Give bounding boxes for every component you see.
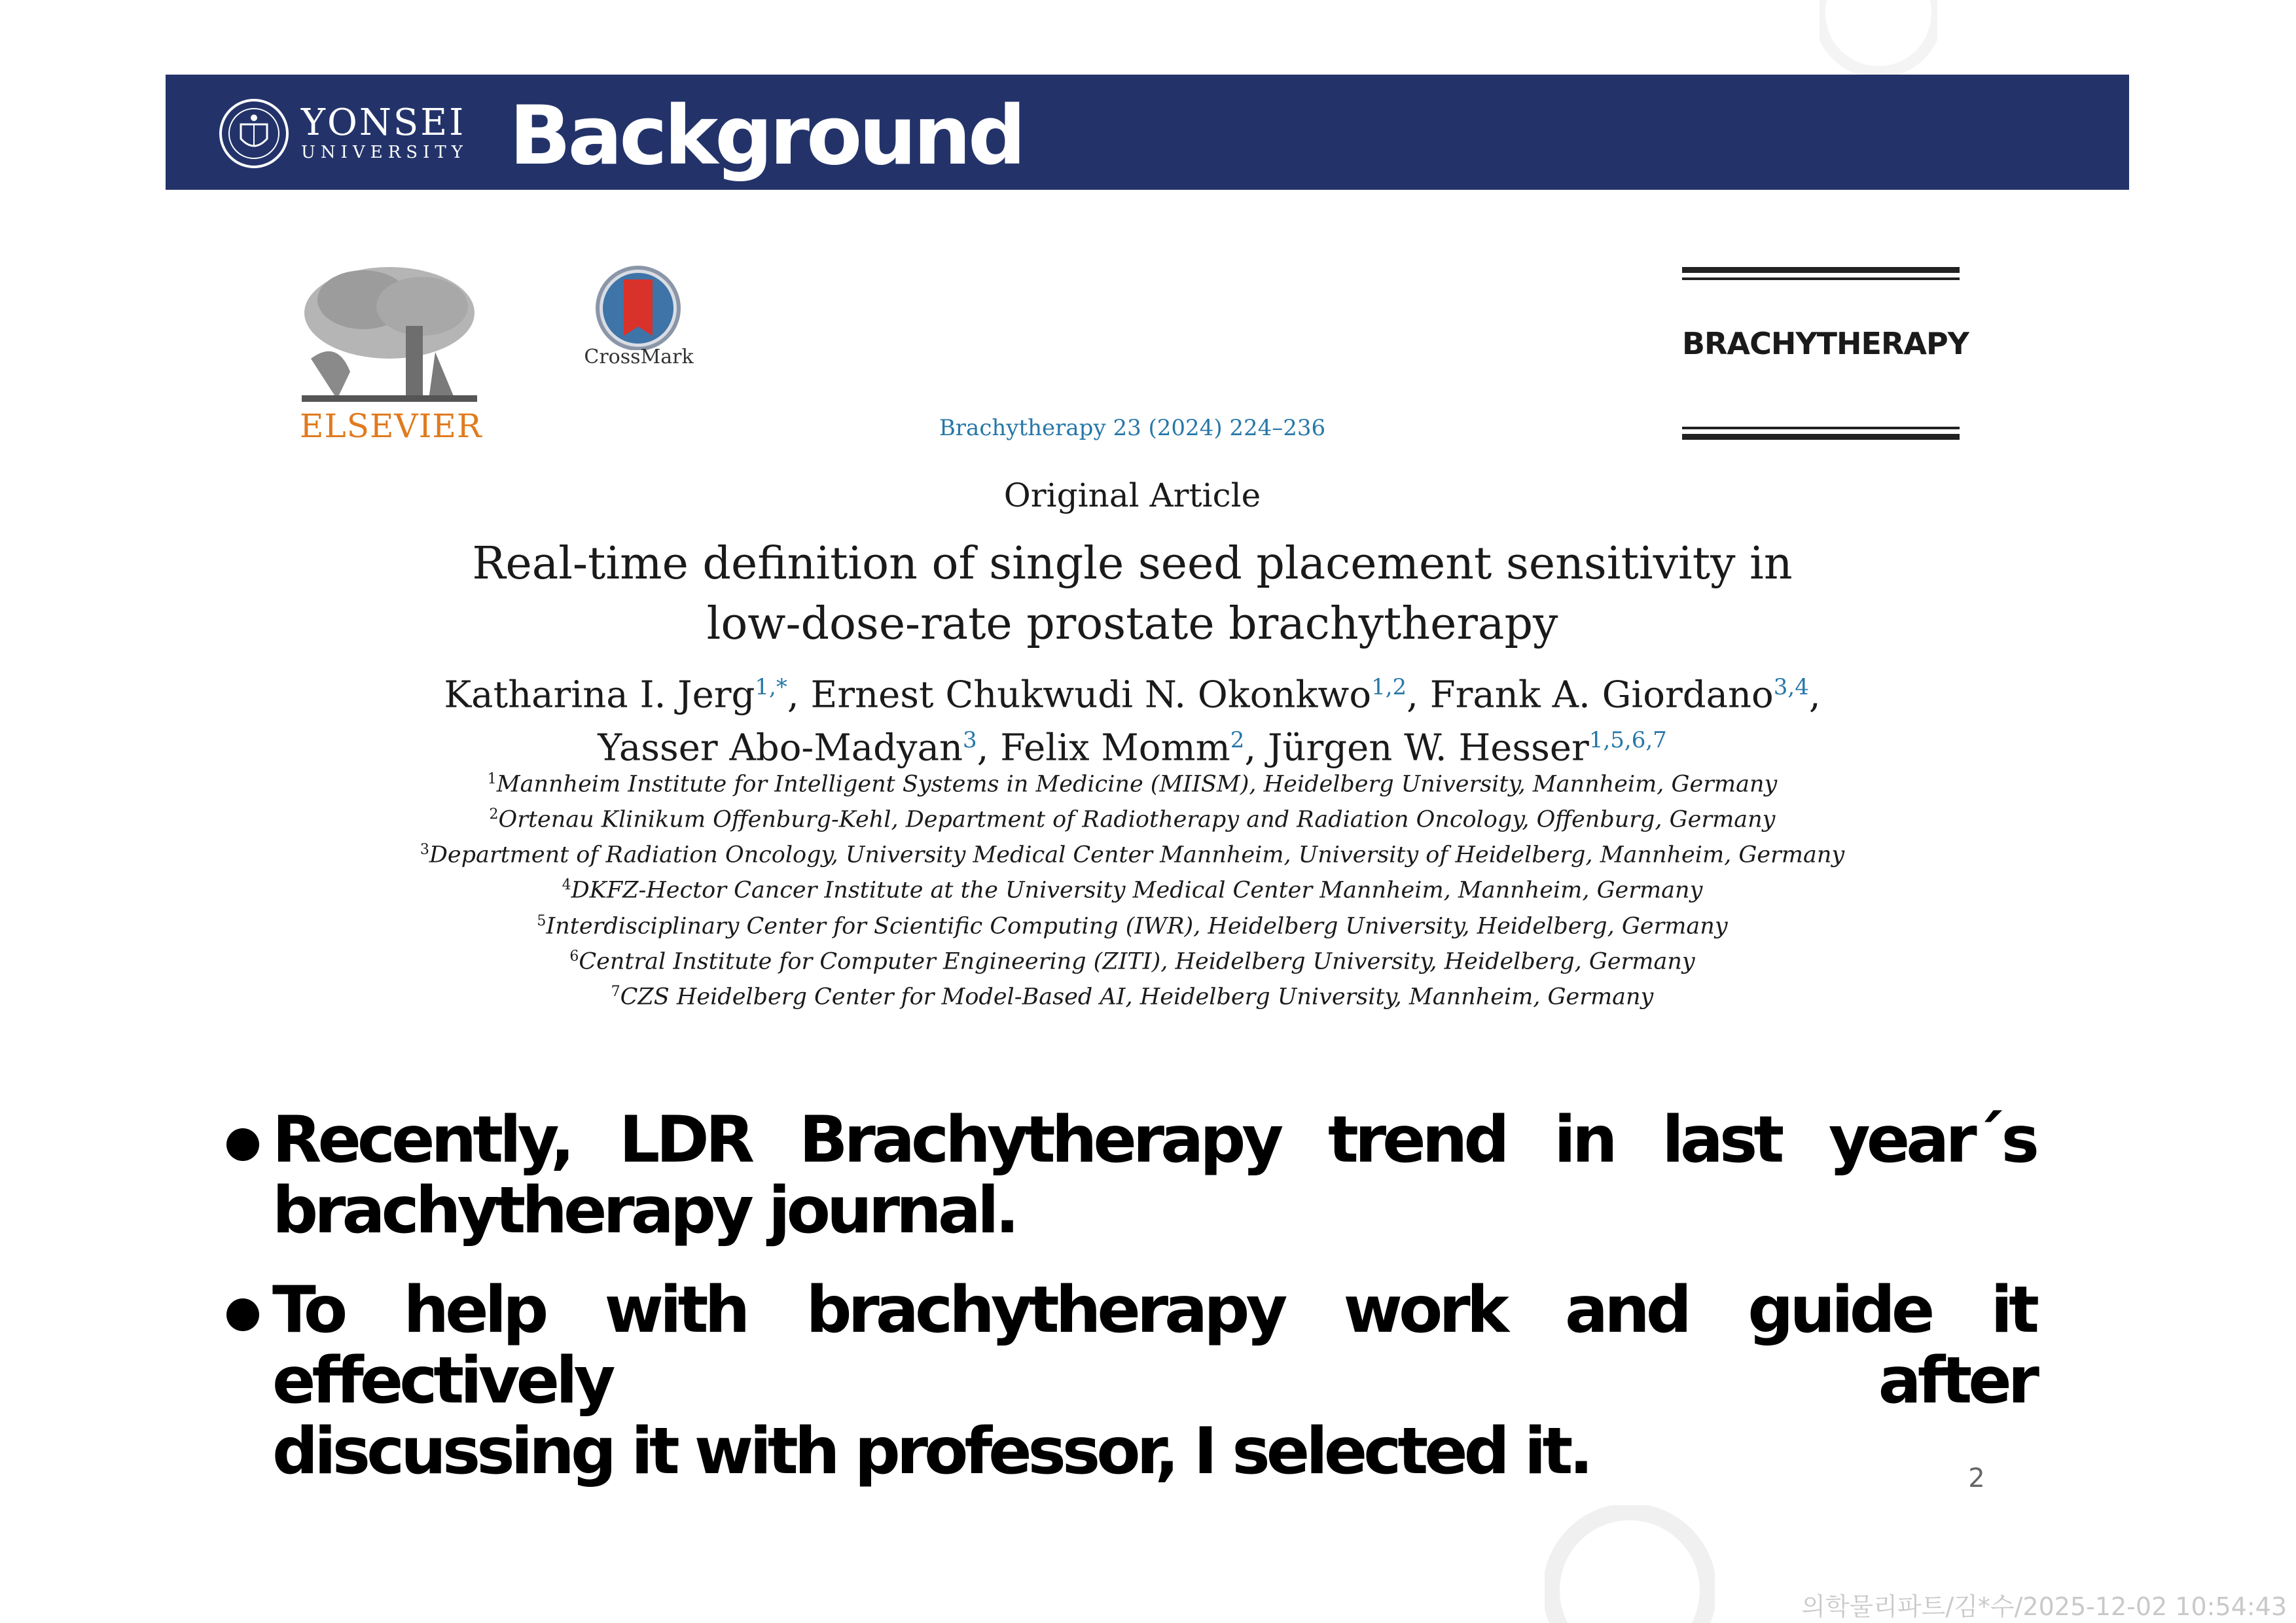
article-type: Original Article [1003,476,1261,514]
author-affil-sup[interactable]: 1,2 [1371,674,1407,700]
paper-title-line: low-dose-rate prostate brachytherapy [706,598,1558,650]
bullet-dot-icon [226,1128,259,1161]
journal-name: BRACHYTHERAPY [1682,326,1969,361]
author-name: Yasser Abo-Madyan [598,726,963,770]
author-affil-sup[interactable]: 2 [1230,726,1245,753]
author-affil-sup[interactable]: 1,5,6,7 [1588,726,1667,753]
bullet-item [223,1275,2036,1487]
author-list [393,665,1872,770]
affiliation-item: $^3$Department of Radiation Oncology, University Medical Center Mannheim, University of Heidelberg, Mannheim, Germany [420,842,1845,868]
footer-stamp: 의학물리파트/김*수/2025-12-02 10:54:43 [1801,1592,2287,1621]
university-sub: UNIVERSITY [301,143,468,162]
bullet-text-line: discussing it with professor, I selected it. [272,1414,1590,1489]
author-line: Katharina I. Jerg$^{1,*}$, Ernest Chukwudi N. Okonkwo$^{1,2}$, Frank A. Giordano$^{3,4}$, [444,673,1821,717]
watermark-seal-bottom-icon [1545,1505,1715,1623]
bullet-list [223,1105,2036,1516]
author-name: Katharina I. Jerg [444,673,755,717]
affiliation-item: $^7$CZS Heidelberg Center for Model-Based AI, Heidelberg University, Mannheim, Germany [611,983,1654,1010]
affiliation-item: $^4$DKFZ-Hector Cancer Institute at the University Medical Center Mannheim, Mannheim, Germany [562,877,1703,904]
bullet-text-line: brachytherapy journal. [272,1173,1016,1248]
affiliation-item: $^5$Interdisciplinary Center for Scientific Computing (IWR), Heidelberg University, Heidelberg, Germany [537,912,1728,940]
author-affil-sup[interactable]: 1,* [755,674,787,700]
author-name: Frank A. Giordano [1429,673,1774,717]
journal-rule-top [1682,267,1960,280]
yonsei-seal-icon [219,98,289,169]
author-affil-sup[interactable]: 3,4 [1773,674,1809,700]
slide-title: Background [509,89,1023,183]
university-name: YONSEI [301,101,466,144]
affiliation-item: $^6$Central Institute for Computer Engineering (ZITI), Heidelberg University, Heidelberg, Germany [569,948,1695,975]
author-line: Yasser Abo-Madyan$^3$, Felix Momm$^2$, Jürgen W. Hesser$^{1,5,6,7}$ [598,726,1667,770]
elsevier-tree-icon [298,260,481,406]
bullet-text-line: To help with brachytherapy work and guide it effectively after [272,1273,2036,1418]
paper-title [419,534,1846,654]
page-number: 2 [1968,1463,1985,1493]
journal-rule-bottom [1682,427,1960,440]
affiliation-list [393,764,1872,1012]
author-affil-sup[interactable]: 3 [963,726,977,753]
paper-title-line: Real-time definition of single seed placement sensitivity in [472,538,1793,590]
elsevier-wordmark: ELSEVIER [300,407,482,445]
crossmark-icon[interactable] [592,265,684,350]
university-logo [301,103,468,162]
author-name: Felix Momm [1000,726,1230,770]
bullet-dot-icon [226,1298,259,1331]
affiliation-item: $^2$Ortenau Klinikum Offenburg-Kehl, Department of Radiotherapy and Radiation Oncology, Offenburg, Germany [489,806,1776,833]
author-name: Jürgen W. Hesser [1267,726,1589,770]
watermark-seal-top-icon [1820,0,1937,85]
bullet-text-line: Recently, LDR Brachytherapy trend in last year´s [272,1103,2036,1177]
author-name: Ernest Chukwudi N. Okonkwo [810,673,1372,717]
affiliation-item: $^1$Mannheim Institute for Intelligent Systems in Medicine (MIISM), Heidelberg University, Mannheim, Germany [487,771,1778,798]
journal-citation[interactable]: Brachytherapy 23 (2024) 224–236 [939,415,1326,441]
crossmark-label: CrossMark [584,346,694,368]
bullet-item [223,1105,2036,1246]
